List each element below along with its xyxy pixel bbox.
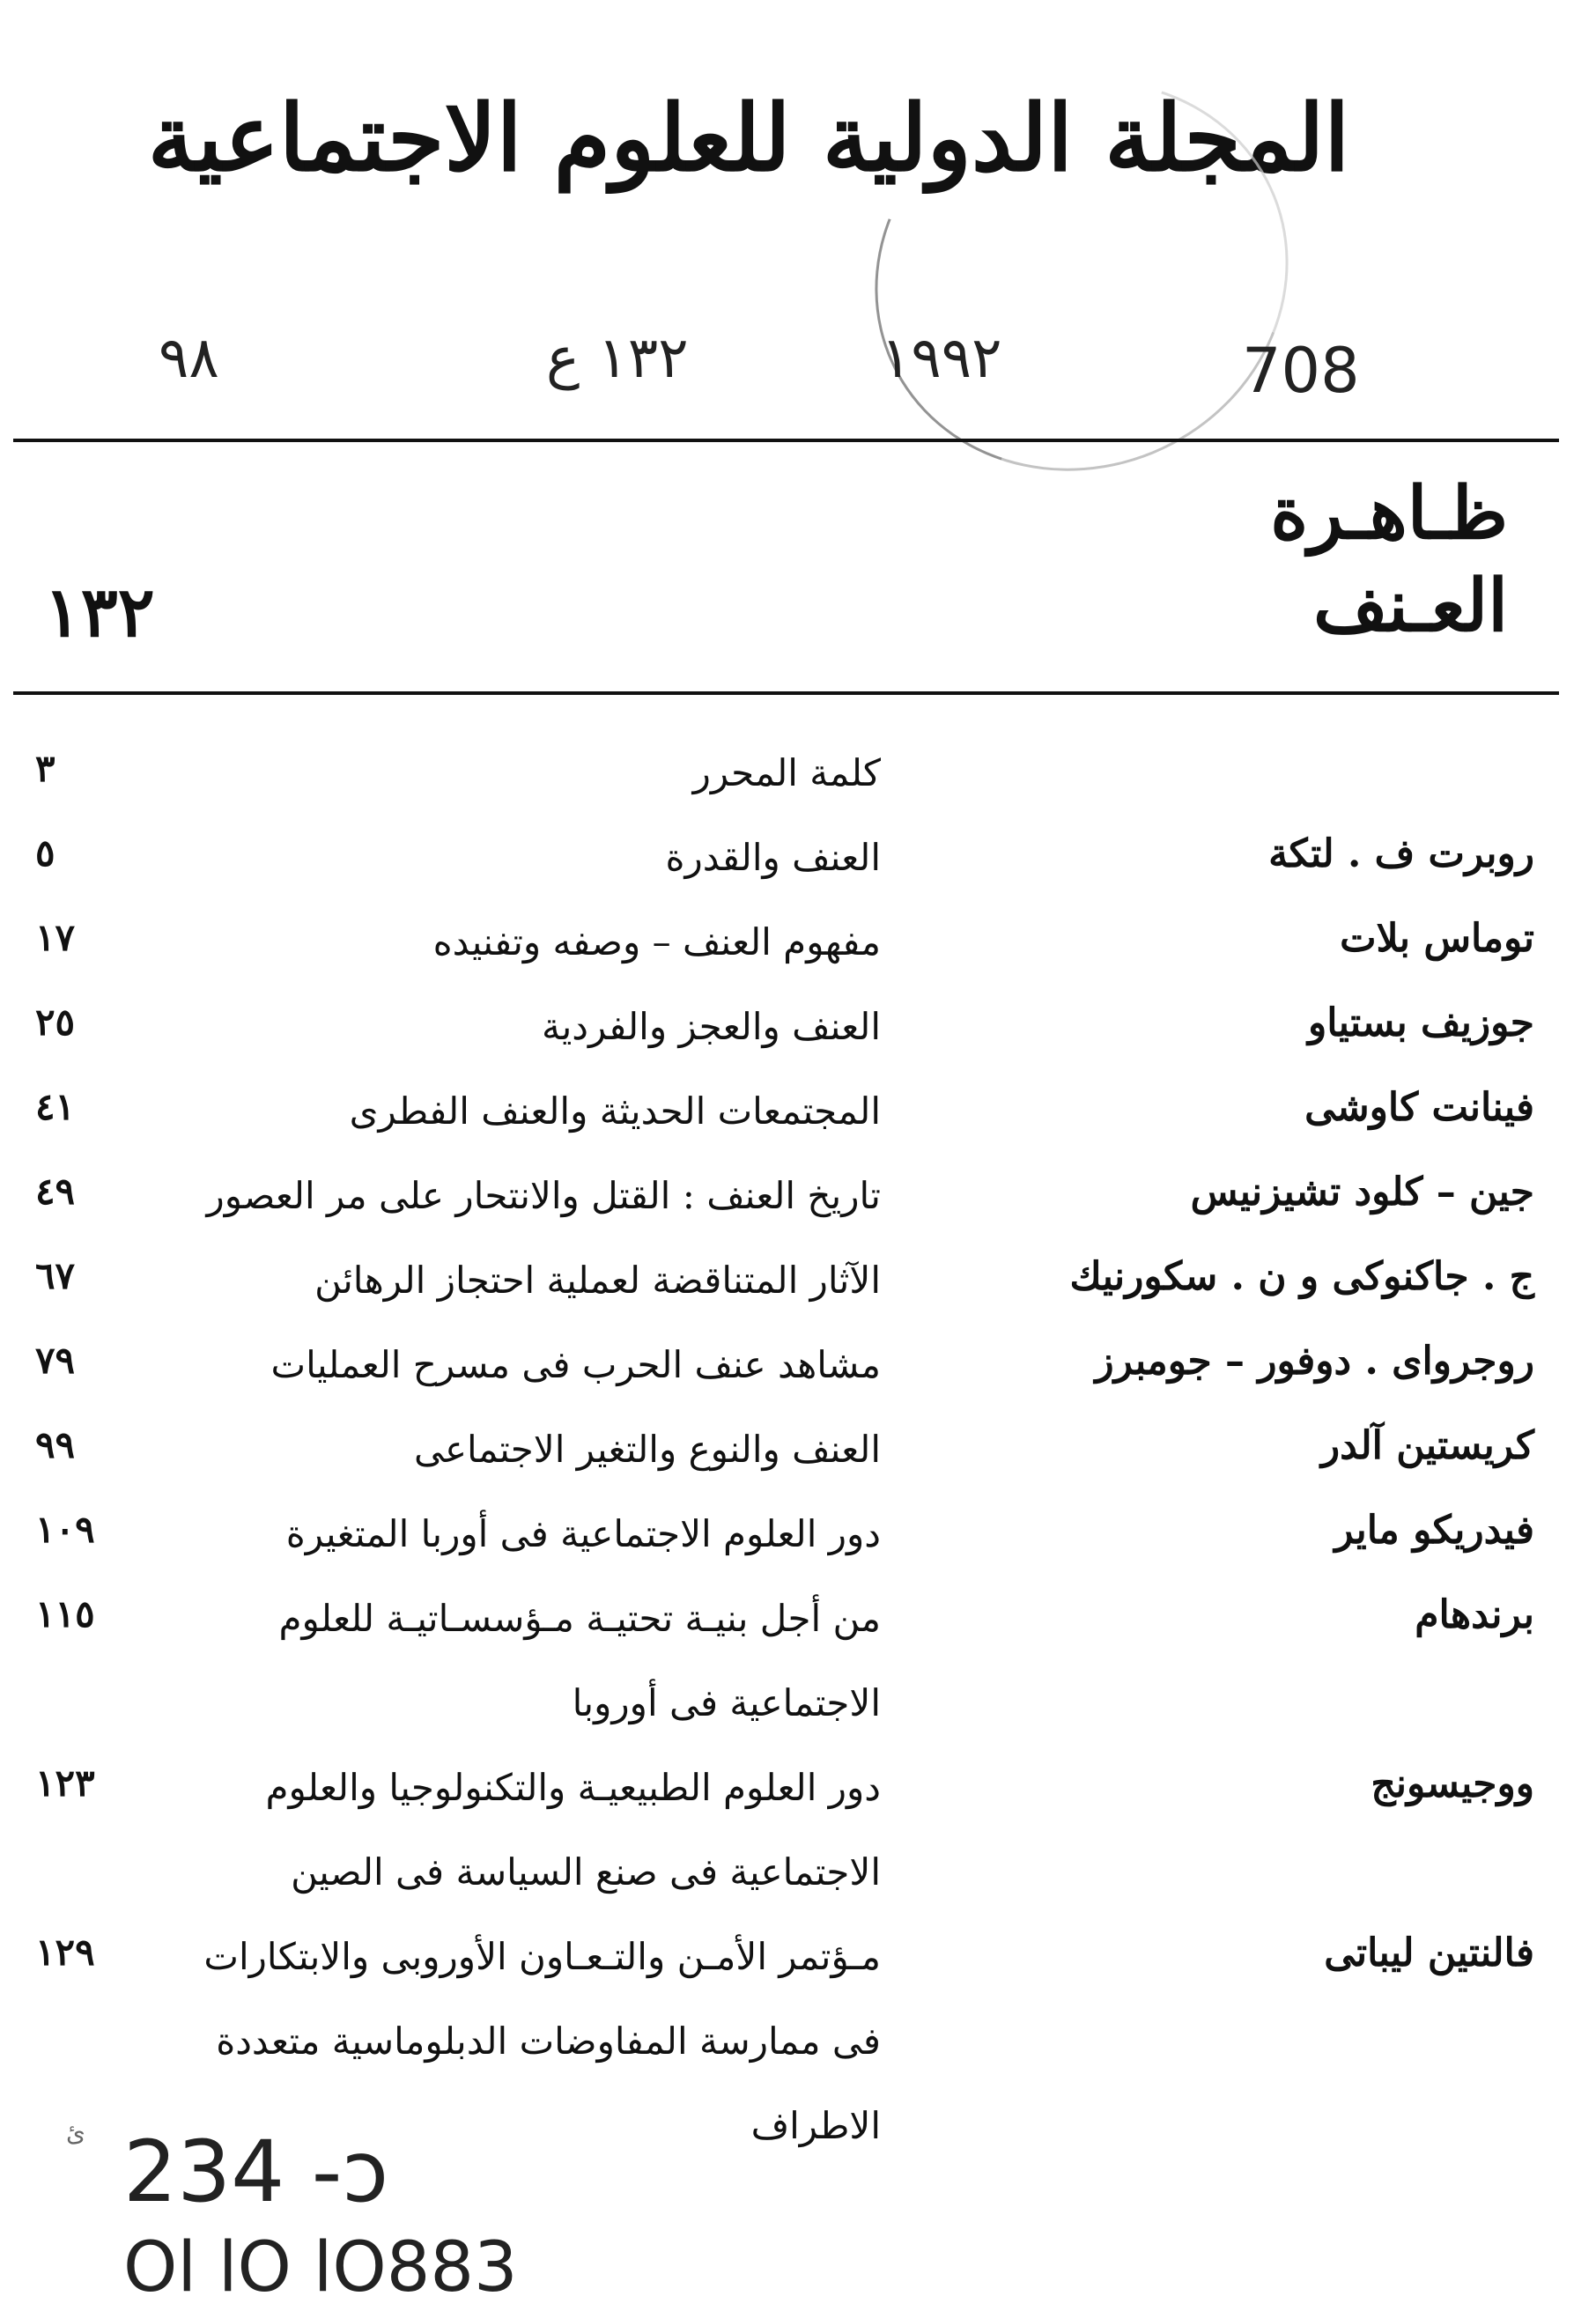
toc-article-title-line: فى ممارسة المفاوضات الدبلوماسية متعددة: [216, 2019, 881, 2063]
toc-page-number: ٥: [35, 831, 55, 875]
toc-page-number: ٤٩: [35, 1170, 76, 1213]
toc-author: كريستين آلدر: [1320, 1423, 1534, 1468]
toc-page-number: ٤١: [35, 1085, 76, 1128]
toc-article-title-line: كلمة المحرر: [692, 751, 881, 794]
toc-author: برندهام: [1415, 1592, 1534, 1637]
toc-article-title: [176, 1238, 881, 1323]
handwritten-note-3: ١٩٩٢: [881, 326, 1002, 391]
toc-article-title-line: تاريخ العنف : القتل والانتحار على مر العصور: [206, 1174, 881, 1217]
toc-article-title: [176, 1069, 881, 1154]
toc-article-title-line: العنف والعجز والفردية: [542, 1005, 881, 1048]
toc-article-title: [176, 1323, 881, 1407]
toc-author: فيدريكو ماير: [1334, 1508, 1534, 1553]
toc-author: روبرت ف . لتكة: [1268, 831, 1534, 876]
toc-article-title-line: دور العلوم الطبيعيـة والتكنولوجيا والعلوم: [265, 1766, 881, 1809]
toc-page-number: ٧٩: [35, 1339, 76, 1382]
toc-page-number: ١١٥: [35, 1592, 95, 1635]
toc-author: فالنتين ليباتى: [1324, 1931, 1534, 1975]
handwritten-note-2: ١٣٢ ع: [546, 326, 689, 391]
theme-title-line2: العـنف: [1313, 564, 1508, 648]
toc-article-title: [176, 1492, 881, 1576]
toc-article-title-line: الاجتماعية فى صنع السياسة فى الصين: [291, 1850, 881, 1894]
small-mark: ئ: [66, 2118, 85, 2147]
toc-article-title: [176, 731, 881, 816]
issue-number: ١٣٢: [44, 572, 155, 653]
toc-article-title-line: العنف والنوع والتغير الاجتماعى: [413, 1428, 881, 1471]
handwritten-footer-1: 234 -ɔ: [123, 2123, 389, 2221]
toc-article-title: [176, 900, 881, 985]
toc-page-number: ١٢٩: [35, 1931, 95, 1974]
toc-author: روجرواى . دوفور – جومبرز: [1095, 1339, 1534, 1384]
toc-author: ووجيسونج: [1371, 1761, 1534, 1806]
toc-article-title: [176, 816, 881, 900]
toc-page-number: ٦٧: [35, 1254, 76, 1297]
top-rule: [13, 439, 1559, 442]
toc-article-title-line: من أجل بنيـة تحتيـة مـؤسسـاتيـة للعلوم: [278, 1597, 881, 1640]
toc-article-title-line: الاطراف: [750, 2104, 881, 2147]
toc-article-title-line: العنف والقدرة: [665, 836, 881, 879]
toc-page-number: ٩٩: [35, 1423, 76, 1466]
toc-article-title-line: مـؤتمر الأمـن والتـعـاون الأوروبى والابتكارات: [203, 1935, 881, 1978]
toc-page-number: ١٠٩: [35, 1508, 95, 1551]
toc-article-title: [176, 1154, 881, 1238]
toc-article-title-line: مفهوم العنف – وصفه وتفنيده: [432, 920, 881, 964]
theme-title-line1: ظـاهـرة: [1270, 471, 1508, 556]
handwritten-note-4: 708: [1242, 335, 1360, 407]
toc-page-number: ١٧: [35, 916, 76, 959]
toc-article-title: [176, 1576, 881, 1746]
toc-author: جين – كلود تشيزنيس: [1190, 1170, 1534, 1215]
journal-title: المجلة الدولية للعلوم الاجتماعية: [147, 84, 1350, 192]
toc-page-number: ٣: [35, 747, 55, 790]
toc-article-title: [176, 985, 881, 1069]
toc-page-number: ٢٥: [35, 1000, 76, 1044]
section-rule: [13, 691, 1559, 695]
toc-author: فينانت كاوشى: [1304, 1085, 1534, 1130]
toc-author: ج . جاكنوكى و ن . سكورنيك: [1069, 1254, 1534, 1299]
handwritten-footer-2: Ol lO lO883: [123, 2228, 518, 2307]
toc-article-title-line: دور العلوم الاجتماعية فى أوربا المتغيرة: [285, 1512, 881, 1555]
toc-article-title: [176, 1407, 881, 1492]
toc-article-title: [176, 1746, 881, 1915]
toc-author: توماس بلات: [1340, 916, 1534, 961]
toc-article-title-line: الاجتماعية فى أوروبا: [572, 1681, 881, 1724]
toc-article-title-line: المجتمعات الحديثة والعنف الفطرى: [349, 1089, 881, 1133]
toc-page-number: ١٢٣: [35, 1761, 95, 1805]
toc-author: جوزيف بستياو: [1308, 1000, 1534, 1045]
toc-article-title-line: الآثار المتناقضة لعملية احتجاز الرهائن: [314, 1259, 881, 1302]
handwritten-note-1: ٩٨: [159, 326, 219, 391]
toc-article-title-line: مشاهد عنف الحرب فى مسرح العمليات: [270, 1343, 881, 1386]
